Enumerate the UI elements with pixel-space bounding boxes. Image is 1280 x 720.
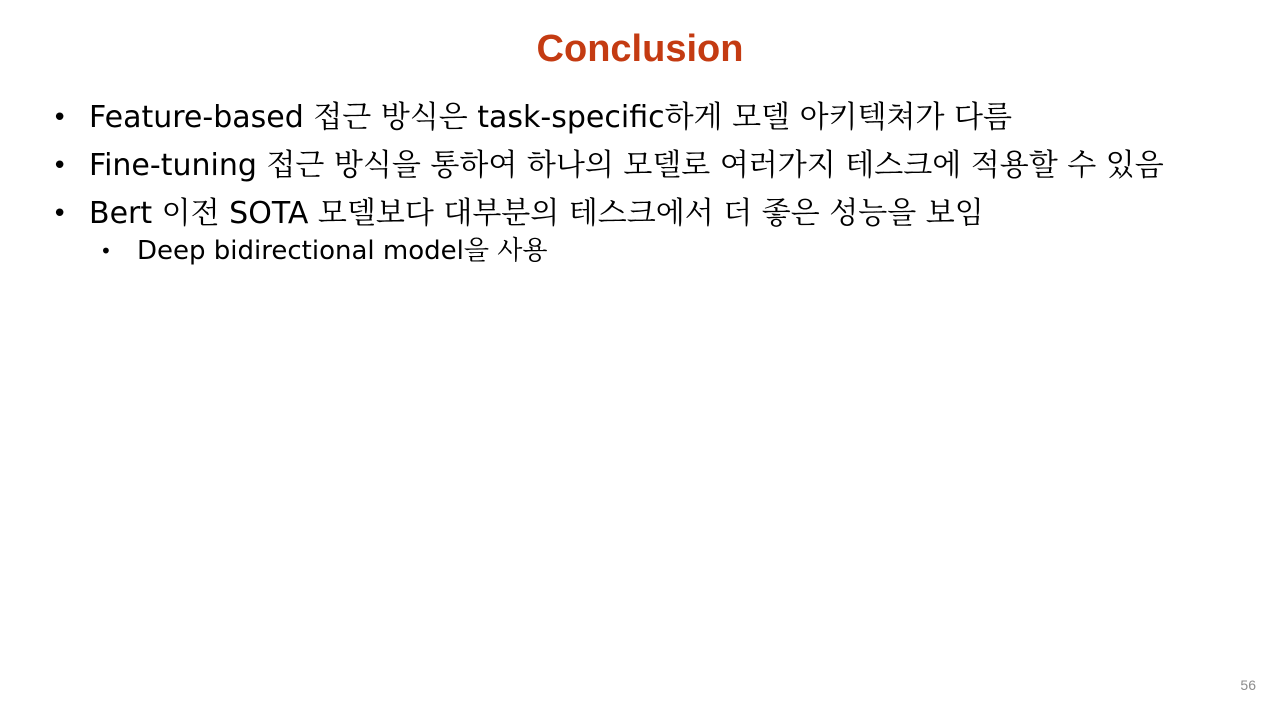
bullet-item xyxy=(52,100,1222,136)
sub-bullet-item xyxy=(100,234,1222,268)
bullet-dot-icon: • xyxy=(52,103,68,133)
bullet-text: Feature-based 접근 방식은 task-specific하게 모델 아키텍쳐가 다름 xyxy=(89,100,1012,135)
bullet-dot-icon: • xyxy=(52,199,68,229)
page-number: 56 xyxy=(1240,677,1256,693)
bullet-text: Fine-tuning 접근 방식을 통하여 하나의 모델로 여러가지 테스크에 적용할 수 있음 xyxy=(89,148,1164,183)
bullet-dot-icon: • xyxy=(52,151,68,181)
bullet-dot-icon: • xyxy=(100,239,112,263)
slide-title: Conclusion xyxy=(536,28,744,70)
bullet-item xyxy=(52,148,1222,184)
bullet-item xyxy=(52,196,1222,268)
sub-bullet-list xyxy=(89,234,1222,268)
sub-bullet-text: Deep bidirectional model을 사용 xyxy=(137,236,548,266)
bullet-list xyxy=(52,100,1222,280)
bullet-text: Bert 이전 SOTA 모델보다 대부분의 테스크에서 더 좋은 성능을 보임 xyxy=(89,196,984,231)
